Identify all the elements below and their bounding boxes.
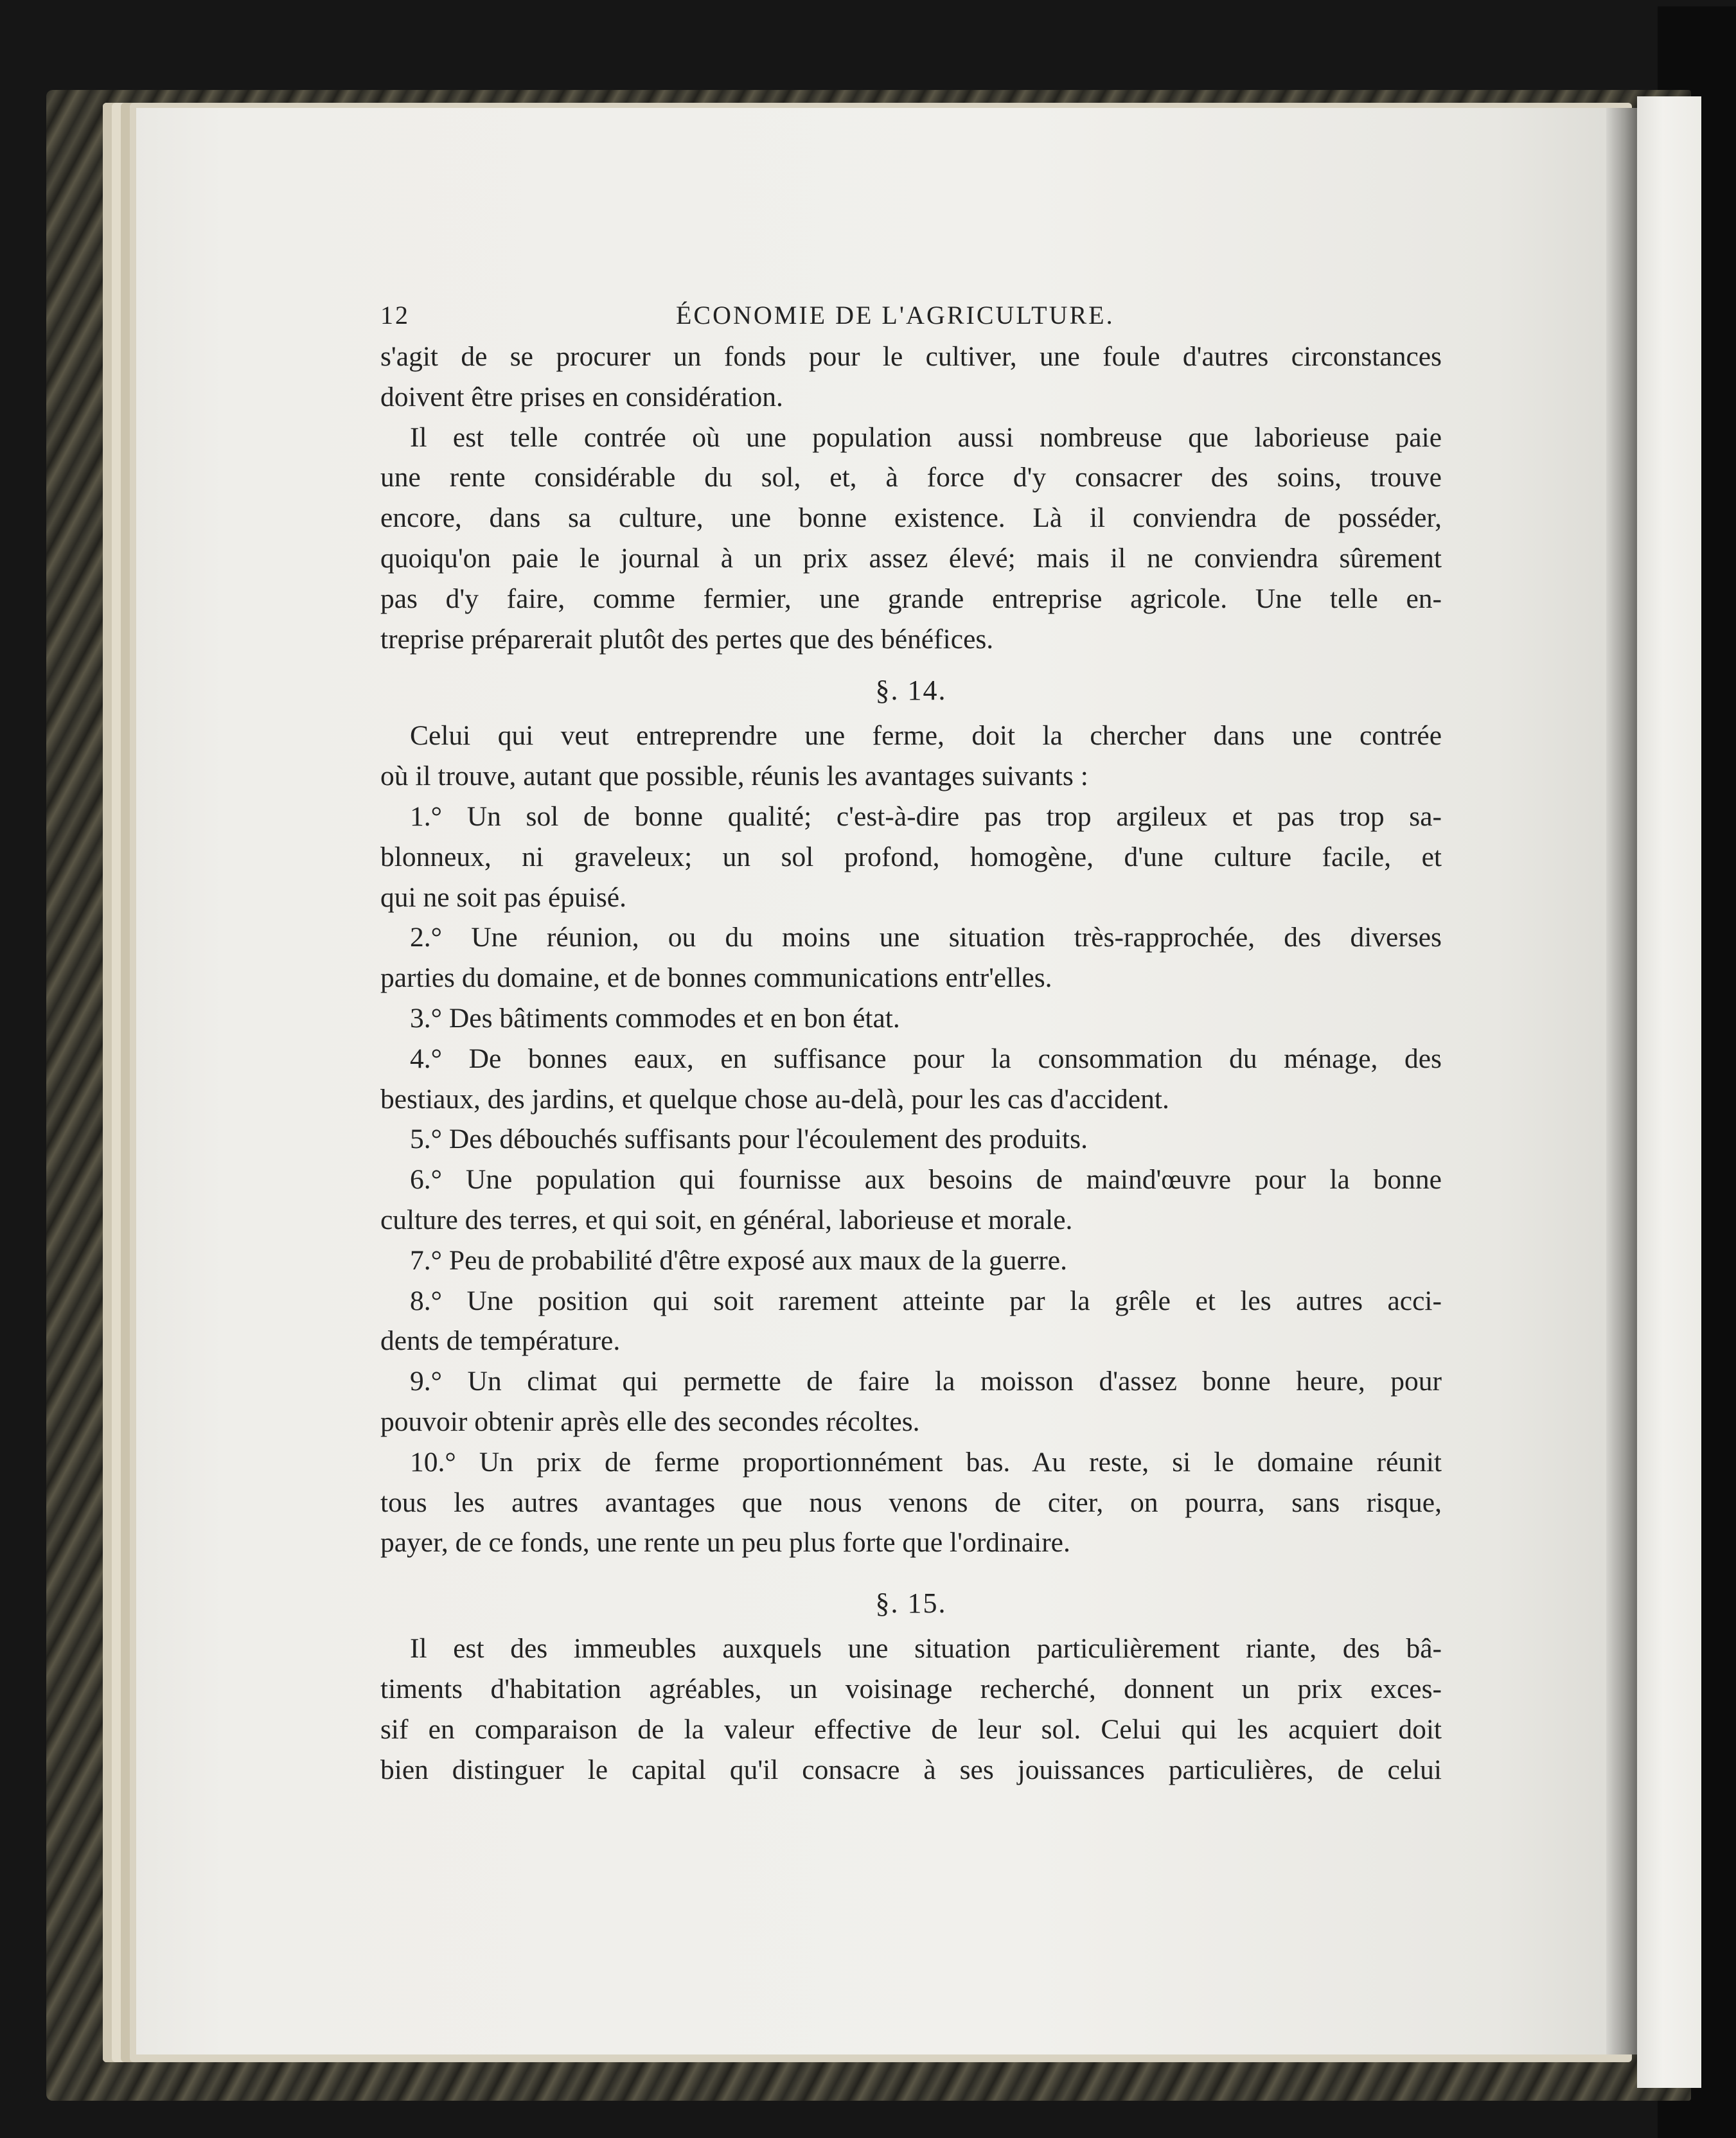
text-line: pouvoir obtenir après elle des secondes récoltes.	[380, 1406, 920, 1437]
page-gutter	[1606, 108, 1637, 2054]
paragraph-2	[380, 418, 1442, 660]
text-line: sif en comparaison de la valeur effective de leur sol. Celui qui les acquiert doit	[380, 1713, 1442, 1745]
list-item-4	[380, 1039, 1442, 1120]
running-head	[380, 292, 1442, 337]
paragraph-3	[380, 716, 1442, 797]
text-line: 8.° Une position qui soit rarement atteinte par la grêle et les autres acci-	[410, 1285, 1442, 1316]
list-item-1	[380, 797, 1442, 917]
list-item-5	[380, 1119, 1442, 1160]
list-item-9	[380, 1361, 1442, 1442]
text-line: qui ne soit pas épuisé.	[380, 881, 626, 913]
text-line: Il est des immeubles auxquels une situation particulièrement riante, des bâ-	[410, 1633, 1442, 1665]
page-number: 12	[380, 301, 410, 330]
text-line: timents d'habitation agréables, un voisinage recherché, donnent un prix exces-	[380, 1673, 1442, 1704]
text-line: une rente considérable du sol, et, à force d'y consacrer des soins, trouve	[380, 462, 1442, 493]
text-line: culture des terres, et qui soit, en général, laborieuse et morale.	[380, 1204, 1073, 1235]
text-line: 4.° De bonnes eaux, en suffisance pour la consommation du ménage, des	[410, 1043, 1442, 1074]
list-item-7	[380, 1241, 1442, 1281]
text-line: 5.° Des débouchés suffisants pour l'écoulement des produits.	[410, 1124, 1088, 1155]
text-line: où il trouve, autant que possible, réunis les avantages suivants :	[380, 761, 1088, 792]
running-title: ÉCONOMIE DE L'AGRICULTURE.	[676, 301, 1115, 330]
text-line: 2.° Une réunion, ou du moins une situation très-rapprochée, des diverses	[410, 922, 1442, 953]
text-line: encore, dans sa culture, une bonne existence. Là il conviendra de posséder,	[380, 502, 1442, 534]
text-line: 6.° Une population qui fournisse aux besoins de maind'œuvre pour la bonne	[410, 1164, 1442, 1196]
text-line: bestiaux, des jardins, et quelque chose au-delà, pour les cas d'accident.	[380, 1083, 1169, 1115]
page-text	[380, 292, 1442, 1790]
text-line: 10.° Un prix de ferme proportionnément bas. Au reste, si le domaine réunit	[410, 1446, 1442, 1478]
text-line: tous les autres avantages que nous venons de citer, on pourra, sans risque,	[380, 1487, 1442, 1518]
section-heading-14: §. 14.	[875, 675, 947, 707]
text-line: quoiqu'on paie le journal à un prix assez élevé; mais il ne conviendra sûrement	[380, 542, 1442, 574]
text-line: parties du domaine, et de bonnes communications entr'elles.	[380, 962, 1052, 994]
list-item-2	[380, 917, 1442, 998]
text-line: 9.° Un climat qui permette de faire la moisson d'assez bonne heure, pour	[410, 1366, 1442, 1397]
text-line: pas d'y faire, comme fermier, une grande entreprise agricole. Une telle en-	[380, 583, 1442, 614]
text-line: 3.° Des bâtiments commodes et en bon état.	[410, 1002, 900, 1034]
text-line: payer, de ce fonds, une rente un peu plus forte que l'ordinaire.	[380, 1527, 1070, 1559]
section-heading-15: §. 15.	[875, 1587, 947, 1620]
list-item-10	[380, 1442, 1442, 1563]
facing-page-edge	[1637, 96, 1701, 2088]
text-line: s'agit de se procurer un fonds pour le cultiver, une foule d'autres circonstances	[380, 341, 1442, 372]
paragraph-4	[380, 1629, 1442, 1790]
text-line: 7.° Peu de probabilité d'être exposé aux maux de la guerre.	[410, 1244, 1067, 1276]
text-line: Il est telle contrée où une population aussi nombreuse que laborieuse paie	[410, 421, 1442, 453]
text-line: Celui qui veut entreprendre une ferme, doit la chercher dans une contrée	[410, 720, 1442, 752]
paragraph-1	[380, 337, 1442, 418]
list-item-8	[380, 1281, 1442, 1362]
text-line: 1.° Un sol de bonne qualité; c'est-à-dire pas trop argileux et pas trop sa-	[410, 800, 1442, 832]
text-line: doivent être prises en considération.	[380, 381, 783, 412]
text-line: dents de température.	[380, 1325, 621, 1357]
text-line: blonneux, ni graveleux; un sol profond, homogène, d'une culture facile, et	[380, 841, 1442, 872]
text-line: treprise préparerait plutôt des pertes que des bénéfices.	[380, 623, 994, 655]
list-item-3	[380, 998, 1442, 1039]
text-line: bien distinguer le capital qu'il consacre à ses jouissances particulières, de celui	[380, 1754, 1442, 1785]
list-item-6	[380, 1160, 1442, 1241]
